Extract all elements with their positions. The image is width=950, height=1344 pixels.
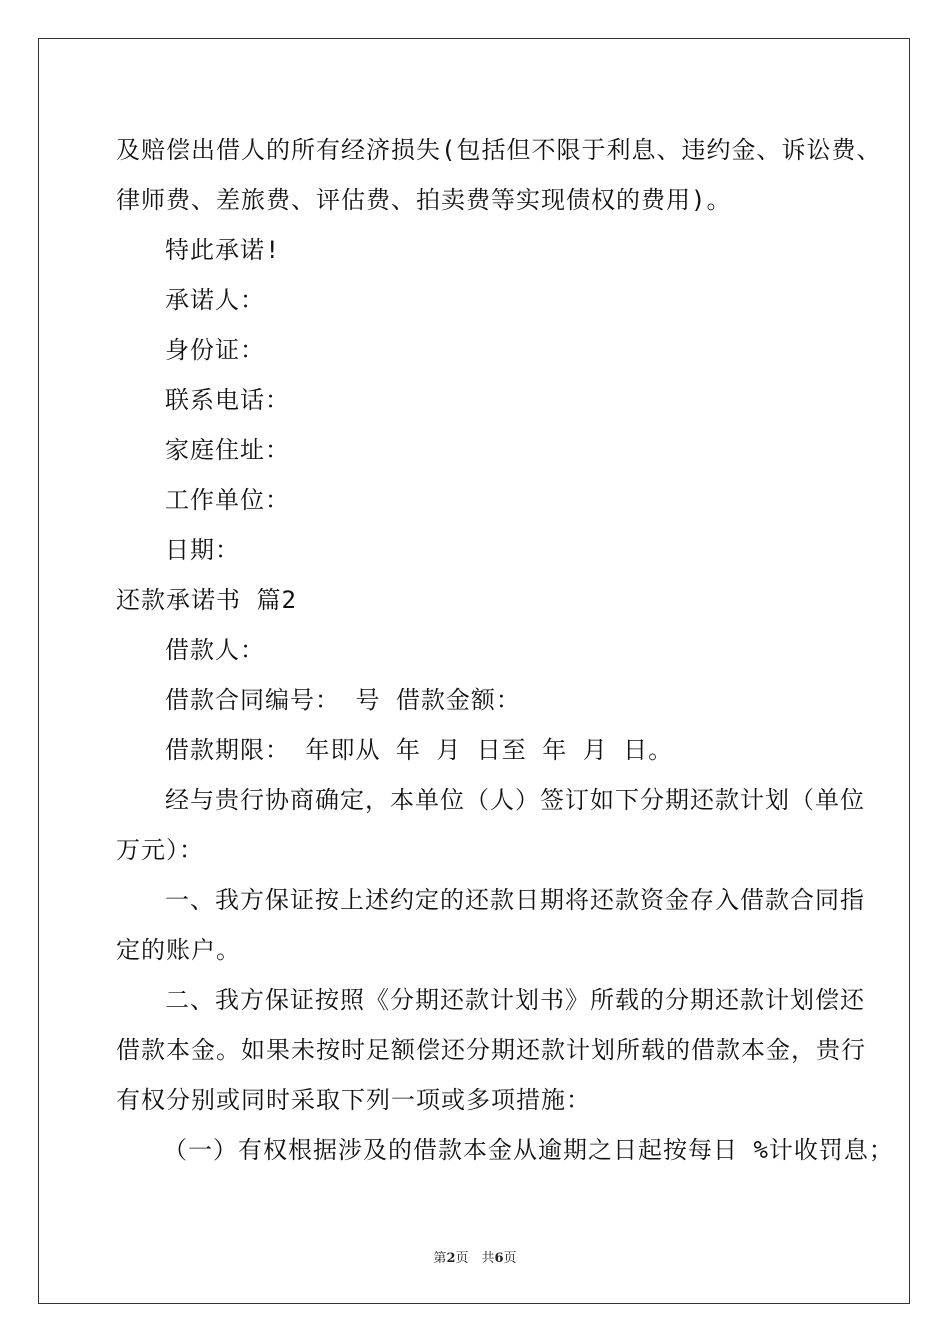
paragraph-line: 一、我方保证按上述约定的还款日期将还款资金存入借款合同指 (165, 886, 865, 914)
footer-suffix: 页 (503, 1251, 517, 1266)
paragraph-line: 有权分别或同时采取下列一项或多项措施： (116, 1086, 591, 1114)
paragraph-line: （一）有权根据涉及的借款本金从逾期之日起按每日 %计收罚息； (163, 1136, 894, 1164)
paragraph-line: 及赔偿出借人的所有经济损失(包括但不限于利息、违约金、诉讼费、 (116, 136, 882, 164)
paragraph-line: 定的账户。 (116, 936, 241, 964)
footer-page-number: 2 (446, 1251, 456, 1266)
employer-label: 工作单位： (165, 486, 290, 514)
loan-term-line: 借款期限： 年即从 年 月 日至 年 月 日。 (165, 736, 674, 764)
paragraph-line: 二、我方保证按照《分期还款计划书》所载的分期还款计划偿还 (165, 986, 865, 1014)
page-footer (0, 1247, 950, 1266)
borrower-label: 借款人： (165, 636, 265, 664)
paragraph-line: 万元）： (116, 836, 204, 864)
footer-total-pages: 6 (494, 1251, 504, 1266)
paragraph-line: 借款本金。如果未按时足额偿还分期还款计划所载的借款本金，贵行 (116, 1036, 866, 1064)
footer-mid: 页 共 (455, 1251, 495, 1266)
paragraph-line: 经与贵行协商确定，本单位（人）签订如下分期还款计划（单位 (165, 786, 865, 814)
phone-label: 联系电话： (165, 386, 290, 414)
footer-prefix: 第 (433, 1251, 447, 1266)
id-card-label: 身份证： (165, 336, 265, 364)
date-label: 日期： (165, 536, 240, 564)
contract-number-line: 借款合同编号： 号 借款金额： (165, 686, 521, 714)
paragraph-line: 特此承诺! (165, 236, 281, 264)
signer-label: 承诺人： (165, 286, 265, 314)
address-label: 家庭住址： (165, 436, 290, 464)
section-heading: 还款承诺书 篇2 (116, 586, 297, 614)
paragraph-line: 律师费、差旅费、评估费、拍卖费等实现债权的费用)。 (116, 186, 732, 214)
